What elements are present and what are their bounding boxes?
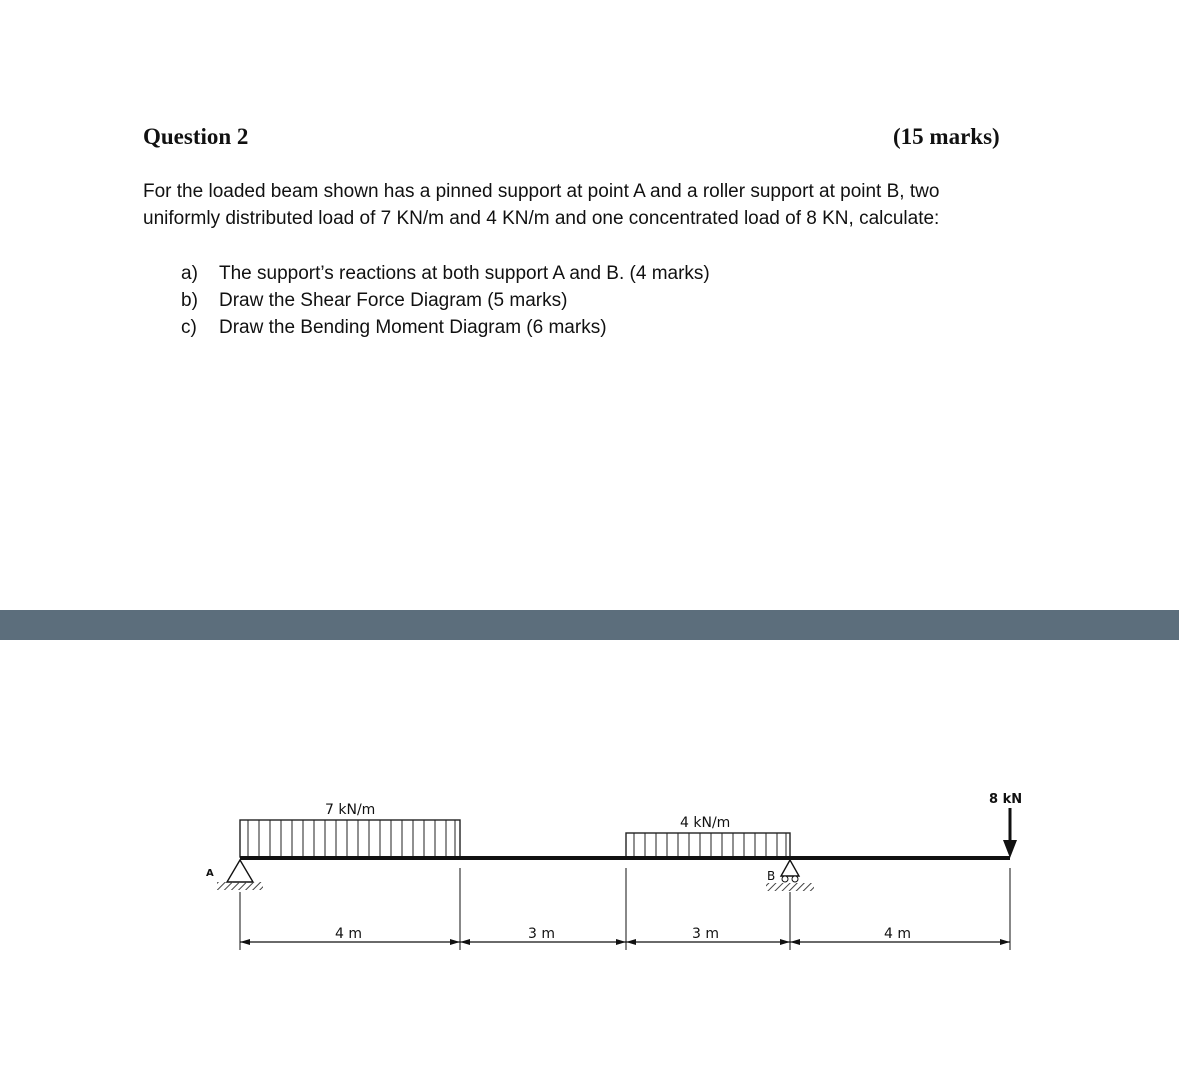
udl1-label: 7 kN/m: [325, 802, 376, 818]
point-load-label: 8 kN: [989, 792, 1023, 807]
dim-label: 3 m: [528, 926, 555, 942]
task-label: c): [181, 317, 197, 338]
intro-line: uniformly distributed load of 7 KN/m and 4 KN/m and one concentrated load of 8 KN, calculate:: [143, 208, 940, 229]
udl2-label: 4 kN/m: [680, 815, 731, 831]
task-item: [181, 260, 881, 287]
task-text: Draw the Bending Moment Diagram (6 marks): [219, 317, 607, 338]
roller-support-b: [781, 860, 799, 876]
roller-wheel: [782, 876, 788, 882]
divider-bar: [0, 610, 1179, 640]
roller-wheel: [792, 876, 798, 882]
udl-block-right: [626, 833, 790, 857]
task-label: b): [181, 290, 198, 311]
dim-label: 4 m: [884, 926, 911, 942]
pin-support-a: [227, 860, 253, 882]
point-load-arrowhead: [1003, 840, 1017, 858]
task-list: [181, 260, 881, 341]
support-a-label: A: [206, 868, 214, 879]
task-text: Draw the Shear Force Diagram (5 marks): [219, 290, 568, 311]
intro-line: For the loaded beam shown has a pinned support at point A and a roller support at point B, two: [143, 181, 940, 202]
dim-label: 3 m: [692, 926, 719, 942]
task-item: [181, 314, 881, 341]
ground-hatch-b: [766, 883, 814, 891]
question-intro: [143, 178, 1023, 232]
question-title: Question 2: [143, 124, 249, 149]
task-label: a): [181, 263, 198, 284]
question-marks: (15 marks): [893, 124, 1000, 149]
task-text: The support’s reactions at both support A and B. (4 marks): [219, 263, 710, 284]
support-b-label: B: [767, 869, 776, 883]
udl-block-left: [240, 820, 460, 857]
dim-label: 4 m: [335, 926, 362, 942]
task-item: [181, 287, 881, 314]
ground-hatch-a: [217, 882, 263, 890]
beam-diagram: [0, 640, 1179, 1082]
